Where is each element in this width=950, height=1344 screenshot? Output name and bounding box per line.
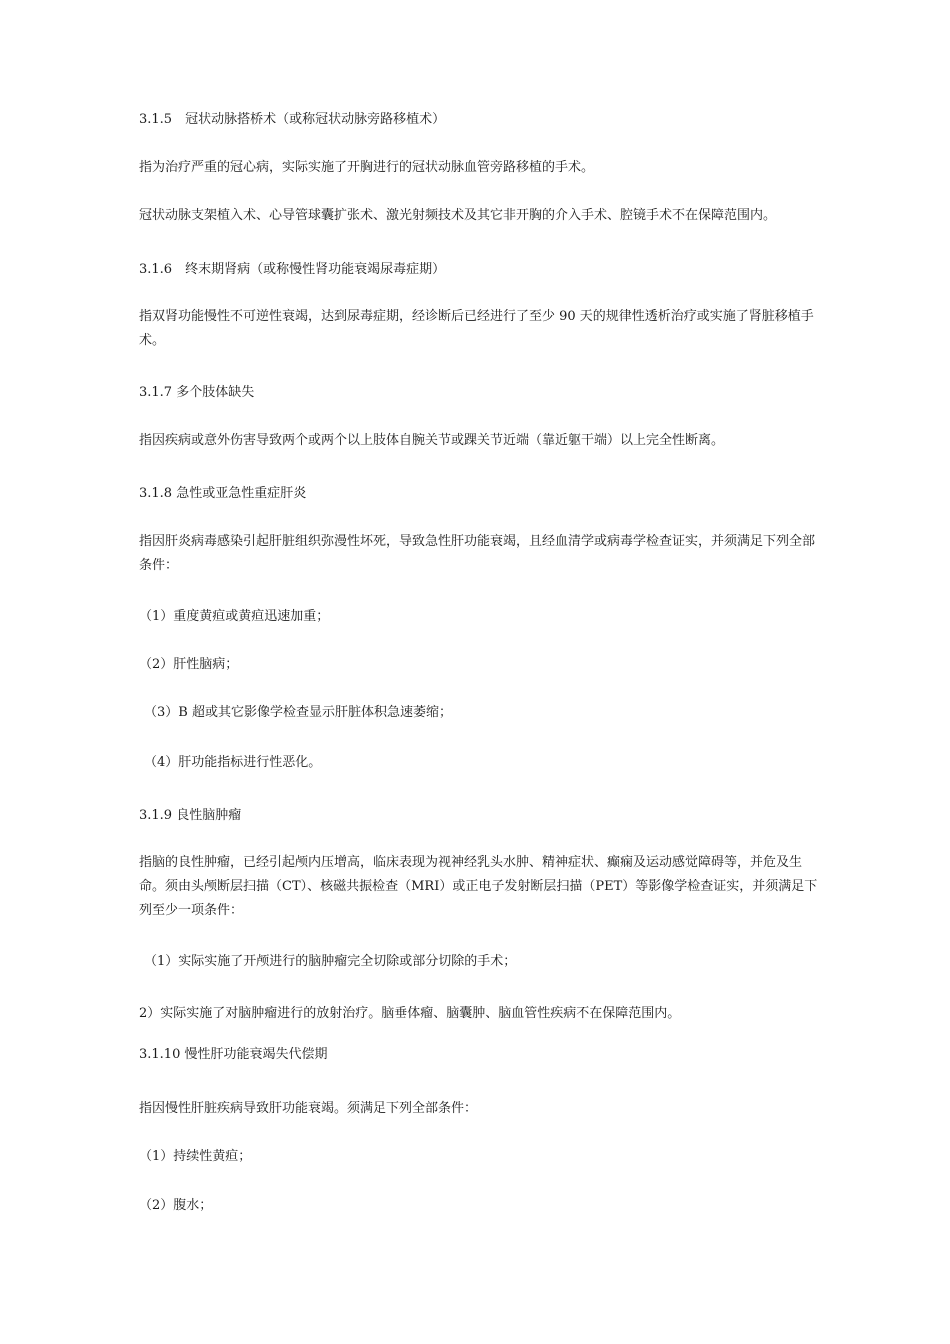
paragraph: 指因疾病或意外伤害导致两个或两个以上肢体自腕关节或踝关节近端（靠近躯干端）以上完全性断离。 — [139, 433, 725, 448]
paragraph: 指为治疗严重的冠心病，实际实施了开胸进行的冠状动脉血管旁路移植的手术。 — [139, 160, 595, 175]
paragraph: 指脑的良性肿瘤，已经引起颅内压增高，临床表现为视神经乳头水肿、精神症状、癫痫及运动感觉障碍等，并危及生命。须由头颅断层扫描（CT）、核磁共振检查（MRI）或正电子发射断层扫描（PET）等影像学检查证实，并须满足下列至少一项条件： — [139, 855, 818, 918]
list-item: （1）持续性黄疸； — [139, 1149, 252, 1164]
heading-3-1-8: 3.1.8 急性或亚急性重症肝炎 — [139, 486, 307, 501]
list-item: （4）肝功能指标进行性恶化。 — [144, 755, 322, 770]
list-item: （1）实际实施了开颅进行的脑肿瘤完全切除或部分切除的手术； — [144, 954, 517, 969]
heading-3-1-7: 3.1.7 多个肢体缺失 — [139, 385, 255, 400]
paragraph: 指因肝炎病毒感染引起肝脏组织弥漫性坏死，导致急性肝功能衰竭，且经血清学或病毒学检查证实，并须满足下列全部条件： — [139, 534, 816, 573]
list-item: 2）实际实施了对脑肿瘤进行的放射治疗。脑垂体瘤、脑囊肿、脑血管性疾病不在保障范围内。 — [139, 1006, 681, 1021]
paragraph: 指因慢性肝脏疾病导致肝功能衰竭。须满足下列全部条件： — [139, 1101, 478, 1116]
heading-3-1-9: 3.1.9 良性脑肿瘤 — [139, 808, 242, 823]
heading-3-1-6: 3.1.6 终末期肾病（或称慢性肾功能衰竭尿毒症期） — [139, 262, 446, 277]
heading-3-1-5: 3.1.5 冠状动脉搭桥术（或称冠状动脉旁路移植术） — [139, 112, 446, 127]
paragraph: 指双肾功能慢性不可逆性衰竭，达到尿毒症期，经诊断后已经进行了至少 90 天的规律性透析治疗或实施了肾脏移植手术。 — [139, 309, 814, 348]
list-item: （2）腹水； — [139, 1198, 213, 1213]
heading-3-1-10: 3.1.10 慢性肝功能衰竭失代偿期 — [139, 1047, 328, 1062]
list-item: （3）B 超或其它影像学检查显示肝脏体积急速萎缩； — [144, 705, 452, 720]
list-item: （1）重度黄疸或黄疸迅速加重； — [139, 609, 330, 624]
paragraph: 冠状动脉支架植入术、心导管球囊扩张术、激光射频技术及其它非开胸的介入手术、腔镜手术不在保障范围内。 — [139, 208, 777, 223]
list-item: （2）肝性脑病； — [139, 657, 239, 672]
